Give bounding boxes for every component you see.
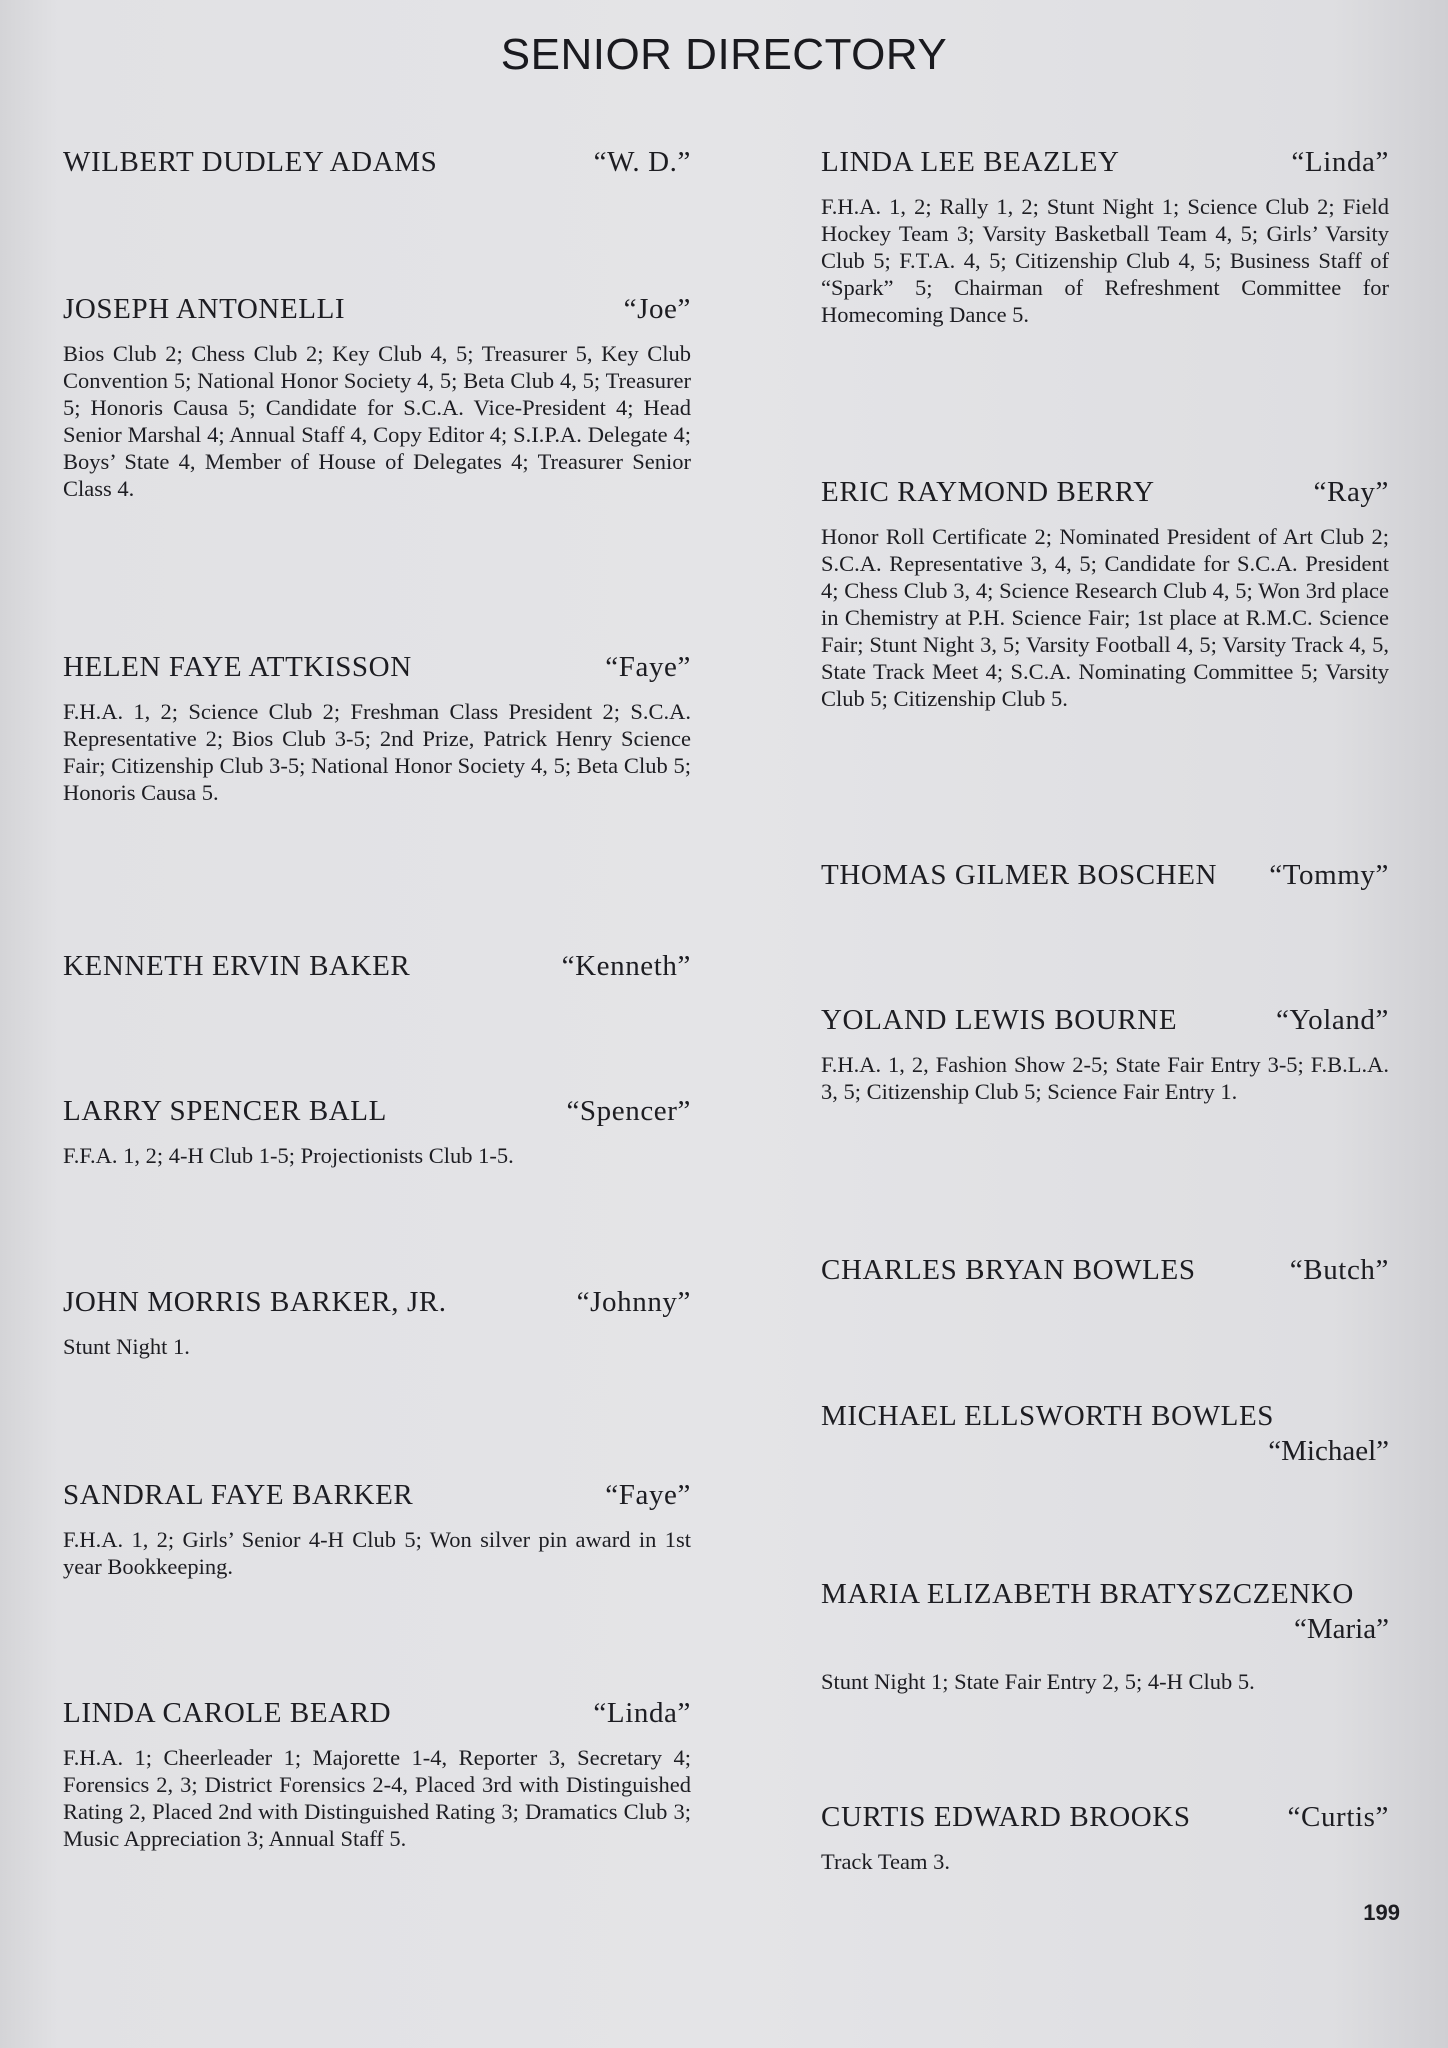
student-activities: Bios Club 2; Chess Club 2; Key Club 4, 5; Treasurer 5, Key Club Convention 5; National Honor Society 4, 5; Beta Club 4, 5; Treasurer 5; Honoris Causa 5; Candidate for S.C.A. Vice-President 4; Head Senior Marshal 4; Annual Staff 4, Copy Editor 4; S.I.P.A. Delegate 4; Boys’ State 4, Member of House of Delegates 4; Treasurer Senior Class 4. bbox=[63, 341, 691, 501]
directory-entry bbox=[821, 476, 1389, 712]
student-name: YOLAND LEWIS BOURNE bbox=[821, 1004, 1178, 1036]
student-name: ERIC RAYMOND BERRY bbox=[821, 476, 1155, 508]
directory-entry bbox=[821, 146, 1389, 328]
student-activities: F.H.A. 1, 2, Fashion Show 2-5; State Fair Entry 3-5; F.B.L.A. 3, 5; Citizenship Club 5; Science Fair Entry 1. bbox=[821, 1052, 1389, 1104]
student-name: JOHN MORRIS BARKER, JR. bbox=[63, 1286, 447, 1318]
student-nickname: “Linda” bbox=[1291, 146, 1389, 178]
student-name: CHARLES BRYAN BOWLES bbox=[821, 1254, 1196, 1286]
student-nickname: “Faye” bbox=[605, 1479, 691, 1511]
student-name: LINDA CAROLE BEARD bbox=[63, 1697, 392, 1729]
student-name: HELEN FAYE ATTKISSON bbox=[63, 651, 412, 683]
student-name: KENNETH ERVIN BAKER bbox=[63, 950, 411, 982]
directory-entry bbox=[63, 1697, 691, 1852]
directory-entry bbox=[63, 1286, 691, 1360]
directory-entry bbox=[821, 859, 1389, 892]
directory-entry bbox=[821, 1801, 1389, 1875]
directory-entry bbox=[63, 1095, 691, 1169]
student-activities: Track Team 3. bbox=[821, 1849, 951, 1874]
directory-entry bbox=[63, 950, 691, 983]
student-activities: F.H.A. 1, 2; Rally 1, 2; Stunt Night 1; Science Club 2; Field Hockey Team 3; Varsity Basketball Team 4, 5; Girls’ Varsity Club 5; F.T.A. 4, 5; Citizenship Club 4, 5; Business Staff of “Spark” 5; Chairman of Refreshment Committee for Homecoming Dance 5. bbox=[821, 194, 1389, 327]
student-nickname: “Maria” bbox=[1294, 1613, 1389, 1645]
directory-entry bbox=[821, 1400, 1389, 1468]
student-nickname: “Yoland” bbox=[1275, 1004, 1389, 1036]
student-name: LINDA LEE BEAZLEY bbox=[821, 146, 1120, 178]
student-name: SANDRAL FAYE BARKER bbox=[63, 1479, 414, 1511]
student-nickname: “Ray” bbox=[1313, 476, 1389, 508]
student-activities: F.F.A. 1, 2; 4-H Club 1-5; Projectionists Club 1-5. bbox=[63, 1143, 514, 1168]
student-activities: F.H.A. 1, 2; Science Club 2; Freshman Class President 2; S.C.A. Representative 2; Bios Club 3-5; 2nd Prize, Patrick Henry Science Fair; Citizenship Club 3-5; National Honor Society 4, 5; Beta Club 5; Honoris Causa 5. bbox=[63, 699, 691, 805]
student-nickname: “W. D.” bbox=[593, 146, 691, 178]
student-name: MARIA ELIZABETH BRATYSZCZENKO bbox=[821, 1578, 1354, 1610]
student-activities: Honor Roll Certificate 2; Nominated President of Art Club 2; S.C.A. Representative 3, 4, 5; Candidate for S.C.A. President 4; Chess Club 3, 4; Science Research Club 4, 5; Won 3rd place in Chemistry at P.H. Science Fair; 1st place at R.M.C. Science Fair; Stunt Night 3, 5; Varsity Football 4, 5; Varsity Track 4, 5, State Track Meet 4; S.C.A. Nominating Committee 5; Varsity Club 5; Citizenship Club 5. bbox=[821, 524, 1389, 711]
student-name: LARRY SPENCER BALL bbox=[63, 1095, 387, 1127]
student-nickname: “Faye” bbox=[605, 651, 691, 683]
student-nickname: “Tommy” bbox=[1269, 859, 1389, 891]
student-name: WILBERT DUDLEY ADAMS bbox=[63, 146, 438, 178]
student-activities: Stunt Night 1; State Fair Entry 2, 5; 4-H Club 5. bbox=[821, 1669, 1255, 1694]
student-activities: F.H.A. 1; Cheerleader 1; Majorette 1-4, Reporter 3, Secretary 4; Forensics 2, 3; District Forensics 2-4, Placed 3rd with Distinguished Rating 2, Placed 2nd with Distinguished Rating 3; Dramatics Club 3; Music Appreciation 3; Annual Staff 5. bbox=[63, 1745, 691, 1851]
student-activities: F.H.A. 1, 2; Girls’ Senior 4-H Club 5; Won silver pin award in 1st year Bookkeeping. bbox=[63, 1527, 691, 1579]
page-number: 199 bbox=[1363, 1900, 1400, 1925]
directory-entry bbox=[63, 146, 691, 179]
directory-entry bbox=[63, 293, 691, 502]
student-nickname: “Joe” bbox=[623, 293, 691, 325]
student-nickname: “Butch” bbox=[1289, 1254, 1389, 1286]
directory-entry bbox=[63, 1479, 691, 1580]
student-nickname: “Kenneth” bbox=[561, 950, 691, 982]
student-nickname: “Curtis” bbox=[1287, 1801, 1389, 1833]
student-activities: Stunt Night 1. bbox=[63, 1334, 190, 1359]
directory-entry bbox=[63, 651, 691, 806]
directory-entry bbox=[821, 1004, 1389, 1105]
student-nickname: “Linda” bbox=[593, 1697, 691, 1729]
student-nickname: “Spencer” bbox=[566, 1095, 691, 1127]
student-name: CURTIS EDWARD BROOKS bbox=[821, 1801, 1191, 1833]
directory-entry bbox=[821, 1578, 1389, 1695]
student-name: THOMAS GILMER BOSCHEN bbox=[821, 859, 1218, 891]
student-name: JOSEPH ANTONELLI bbox=[63, 293, 346, 325]
student-nickname: “Johnny” bbox=[576, 1286, 691, 1318]
student-nickname: “Michael” bbox=[1268, 1435, 1389, 1467]
student-name: MICHAEL ELLSWORTH BOWLES bbox=[821, 1400, 1274, 1432]
directory-entry bbox=[821, 1254, 1389, 1287]
page-title: SENIOR DIRECTORY bbox=[500, 30, 948, 79]
